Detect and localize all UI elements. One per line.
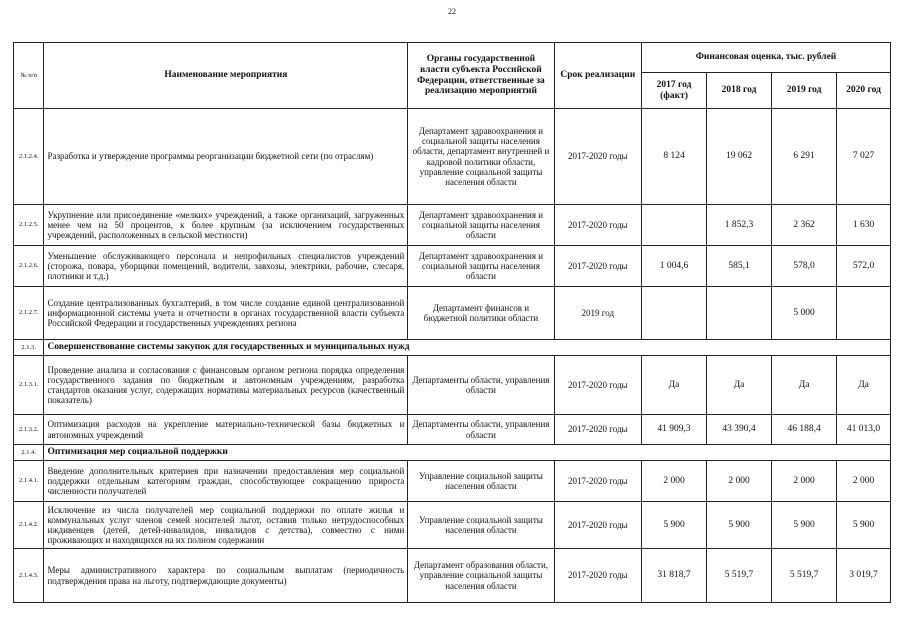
value-2017: 2 000 (642, 461, 707, 502)
measure-name: Укрупнение или присоединение «мелких» учреждений, а также организаций, загруженных менее чем на 50 процентов, к более крупным (за исключением государственных учреждений, расположенных в сельской местности) (44, 205, 408, 246)
implementation-term: 2017-2020 годы (554, 415, 641, 445)
row-number: 2.1.4. (14, 445, 44, 461)
value-2017: 41 909,3 (642, 415, 707, 445)
responsible-body: Департамент здравоохранения и социальной защиты населения области (408, 246, 554, 287)
value-2019: Да (772, 356, 837, 415)
value-2018: 5 900 (707, 502, 772, 549)
implementation-term: 2017-2020 годы (554, 246, 641, 287)
row-number: 2.1.3.1. (14, 356, 44, 415)
value-2019: 46 188,4 (772, 415, 837, 445)
measure-name: Оптимизация расходов на укрепление материально-технической базы бюджетных и автономных учреждений (44, 415, 408, 445)
value-2019: 2 362 (772, 205, 837, 246)
implementation-term: 2017-2020 годы (554, 461, 641, 502)
value-2018: 585,1 (707, 246, 772, 287)
table-row (14, 287, 891, 340)
value-2018: 19 062 (707, 109, 772, 205)
value-2018 (707, 287, 772, 340)
responsible-body: Департамент финансов и бюджетной политики области (408, 287, 554, 340)
row-number: 2.1.2.5. (14, 205, 44, 246)
value-2019: 2 000 (772, 461, 837, 502)
header-name: Наименование мероприятия (44, 43, 408, 109)
table-row (14, 415, 891, 445)
header-term: Срок реализации (554, 43, 641, 109)
header-year-2019: 2019 год (772, 73, 837, 109)
section-title: Совершенствование системы закупок для государственных и муниципальных нужд (44, 340, 891, 356)
implementation-term: 2017-2020 годы (554, 502, 641, 549)
value-2017: 31 818,7 (642, 549, 707, 603)
value-2019: 5 519,7 (772, 549, 837, 603)
implementation-term: 2017-2020 годы (554, 356, 641, 415)
row-number: 2.1.2.7. (14, 287, 44, 340)
measure-name: Меры административного характера по социальным выплатам (периодичность подтверждения права на льготу, подтверждающие документы) (44, 549, 408, 603)
value-2019: 5 900 (772, 502, 837, 549)
table-row (14, 502, 891, 549)
responsible-body: Управление социальной защиты населения области (408, 461, 554, 502)
row-number: 2.1.3. (14, 340, 44, 356)
value-2017 (642, 205, 707, 246)
section-title: Оптимизация мер социальной поддержки (44, 445, 891, 461)
header-finance: Финансовая оценка, тыс. рублей (642, 43, 891, 73)
value-2017: 8 124 (642, 109, 707, 205)
measure-name: Исключение из числа получателей мер социальной поддержки по оплате жилья и коммунальных услуг членов семей носителей льгот, оставив только нетрудоспособных иждивенцев (детей, детей-инвалидов, инвалидов с детства), совместно с ними проживающих и находящихся на их полном содержании (44, 502, 408, 549)
value-2020 (837, 287, 891, 340)
page-number: 22 (448, 7, 456, 16)
value-2017: 5 900 (642, 502, 707, 549)
value-2020: 41 013,0 (837, 415, 891, 445)
implementation-term: 2017-2020 годы (554, 549, 641, 603)
value-2020: 2 000 (837, 461, 891, 502)
measure-name: Проведение анализа и согласования с финансовым органом региона порядка определения государственного задания по бюджетным и автономным учреждениям, разработка стандартов оказания услуг, содержащих нормативы материальных ресурсов (качественный показатель) (44, 356, 408, 415)
value-2020: Да (837, 356, 891, 415)
responsible-body: Управление социальной защиты населения области (408, 502, 554, 549)
value-2018: Да (707, 356, 772, 415)
value-2018: 2 000 (707, 461, 772, 502)
value-2018: 5 519,7 (707, 549, 772, 603)
row-number: 2.1.2.6. (14, 246, 44, 287)
table-row (14, 356, 891, 415)
value-2020: 3 019,7 (837, 549, 891, 603)
implementation-term: 2019 год (554, 287, 641, 340)
measure-name: Уменьшение обслуживающего персонала и непрофильных специалистов учреждений (сторожа, повара, уборщики помещений, водители, завхозы, электрики, рабочие, слесаря, плотники и т.д.) (44, 246, 408, 287)
row-number: 2.1.4.2. (14, 502, 44, 549)
value-2018: 1 852,3 (707, 205, 772, 246)
value-2019: 578,0 (772, 246, 837, 287)
value-2020: 7 027 (837, 109, 891, 205)
value-2017 (642, 287, 707, 340)
implementation-term: 2017-2020 годы (554, 109, 641, 205)
row-number: 2.1.3.2. (14, 415, 44, 445)
row-number: 2.1.2.4. (14, 109, 44, 205)
table-row (14, 461, 891, 502)
measure-name: Создание централизованных бухгалтерий, в том числе создание единой централизованной информационной системы учета и отчетности в органах государственной власти субъекта Российской Федерации и государственных учреждениях региона (44, 287, 408, 340)
row-number: 2.1.4.1. (14, 461, 44, 502)
responsible-body: Департаменты области, управления области (408, 356, 554, 415)
section-row (14, 445, 891, 461)
value-2020: 5 900 (837, 502, 891, 549)
section-row (14, 340, 891, 356)
responsible-body: Департамент здравоохранения и социальной защиты населения области (408, 205, 554, 246)
header-year-2018: 2018 год (707, 73, 772, 109)
implementation-term: 2017-2020 годы (554, 205, 641, 246)
header-num: № п/п (14, 43, 44, 109)
responsible-body: Департаменты области, управления области (408, 415, 554, 445)
responsible-body: Департамент образования области, управление социальной защиты населения области (408, 549, 554, 603)
measure-name: Разработка и утверждение программы реорганизации бюджетной сети (по отраслям) (44, 109, 408, 205)
value-2019: 6 291 (772, 109, 837, 205)
responsible-body: Департамент здравоохранения и социальной защиты населения области, департамент внутренней и кадровой политики области, управление социальной защиты населения области (408, 109, 554, 205)
measures-table (13, 42, 891, 603)
table-row (14, 549, 891, 603)
table-row (14, 109, 891, 205)
value-2017: Да (642, 356, 707, 415)
table-row (14, 246, 891, 287)
value-2017: 1 004,6 (642, 246, 707, 287)
value-2020: 572,0 (837, 246, 891, 287)
header-year-2017: 2017 год (факт) (642, 73, 707, 109)
header-year-2020: 2020 год (837, 73, 891, 109)
header-org: Органы государственной власти субъекта Российской Федерации, ответственные за реализацию мероприятий (408, 43, 554, 109)
table-body (14, 109, 891, 603)
value-2020: 1 630 (837, 205, 891, 246)
value-2019: 5 000 (772, 287, 837, 340)
row-number: 2.1.4.3. (14, 549, 44, 603)
table-row (14, 205, 891, 246)
value-2018: 43 390,4 (707, 415, 772, 445)
measure-name: Введение дополнительных критериев при назначении предоставления мер социальной поддержки отдельным категориям граждан, способствующее сокращению прироста численности получателей (44, 461, 408, 502)
